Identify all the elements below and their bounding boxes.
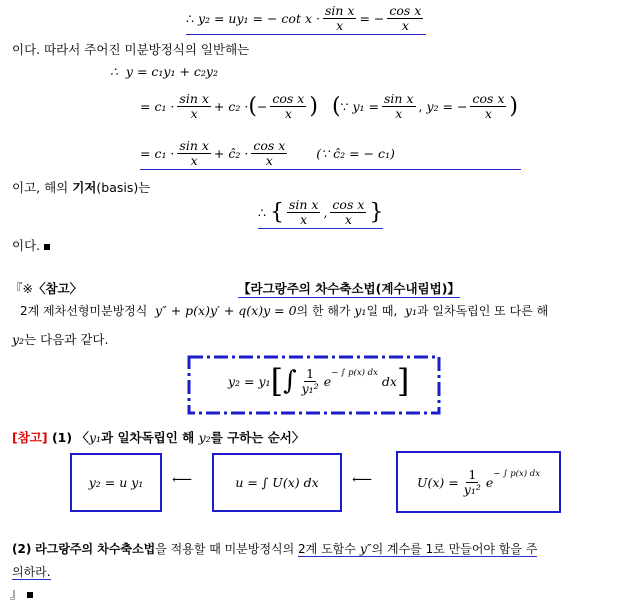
note2: (2) 라그랑주의 차수축소법을 적용할 때 미분방정식의 2계 도함수 y″의 계수를 1로 만들어야 함을 주 [12, 541, 538, 556]
flow-box-2: u = ∫ U(x) dx [212, 453, 342, 512]
note1-tag: [참고] [12, 430, 48, 445]
ref-header-center: 【라그랑주의 차수축소법(계수내림법)】 [238, 281, 460, 296]
note1: [참고] (1) 〈y₁과 일차독립인 해 y₂를 구하는 순서〉 [12, 430, 305, 445]
eq-final: = c₁ · $\frac{\text{sin x}}{x}$ + ĉ₂ · $\frac{\text{cos x}}{x}$ (∵ ĉ₂ = − c₁) [140, 139, 521, 170]
basis-line: 이고, 해의 기저(basis)는 [12, 180, 151, 195]
basis-set: ∴ { $\frac{\text{sin x}}{x}$ , $\frac{\text{cos x}}{x}$ } [258, 197, 384, 227]
end-bullet-2 [27, 592, 33, 598]
flow-box-1: y₂ = u y₁ [70, 453, 162, 512]
ref-para2: y₂는 다음과 같다. [12, 332, 109, 347]
end-mark: 』 [10, 584, 33, 602]
formula-box: y₂ = y₁ [ ∫ $\frac{1}{\text{y₁²}}$ e $^{- \int p(x) dx}$ dx ] [228, 362, 410, 400]
eq-expand: = c₁ · $\frac{\text{sin x}}{x}$ + c₂ · ( − $\frac{\text{cos x}}{x}$ ) ( ∵ y₁ = $\frac{\text{sin x}}{x}$ , y₂ = − $\frac{\text{cos x}}{x}$ ) [140, 91, 519, 121]
frac-sinx: $\frac{\text{sin x}}{x}$ [324, 3, 355, 33]
end-line1: 이다. [12, 236, 50, 254]
general-solution: ∴ y = c₁y₁ + c₂y₂ [110, 64, 218, 79]
therefore-symbol: ∴ [186, 11, 194, 26]
ref-para1: 2계 제차선형미분방정식 y″ + p(x)y′ + q(x)y = 0의 한 해가 y₁일 때, y₁과 일차독립인 또 다른 해 [20, 303, 549, 318]
frac-cosx: $\frac{\text{cos x}}{x}$ [389, 3, 422, 33]
text-line1: 이다. 따라서 주어진 미분방정식의 일반해는 [12, 42, 250, 57]
eq-y2-mid: = − [359, 11, 385, 26]
eq-y2-lhs: y₂ = uy₁ = − cot x · [197, 11, 320, 26]
note2-line2: 의하라. [12, 565, 51, 579]
ref-header-left: 『※〈참고〉 [10, 281, 83, 296]
flow-arrow-2: ⟵ [352, 472, 373, 488]
basis-bold: 기저 [72, 180, 97, 195]
end-bullet [44, 244, 50, 250]
eq-y2 [186, 4, 426, 35]
flow-arrow-1: ⟵ [172, 472, 193, 488]
flow-box-3: U(x) = $\frac{1}{\text{y₁²}}$ e $^{- \int p(x) dx}$ [396, 451, 561, 513]
